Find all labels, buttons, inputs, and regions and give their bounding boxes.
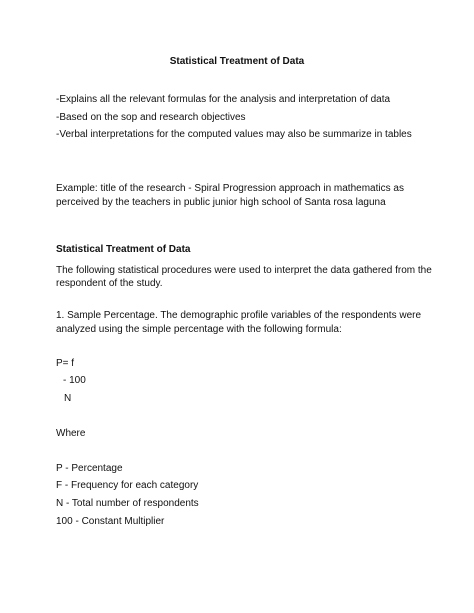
- formula-line-3: N: [64, 393, 72, 404]
- example-line-1: Example: title of the research - Spiral Progression approach in mathematics as: [56, 183, 404, 194]
- document-title: Statistical Treatment of Data: [169, 56, 305, 67]
- definition-item: N - Total number of respondents: [56, 498, 199, 509]
- bullet-item: -Verbal interpretations for the computed values may also be summarize in tables: [56, 129, 412, 140]
- formula-line-2: - 100: [63, 375, 86, 386]
- formula-line-1: P= f: [56, 358, 75, 369]
- where-label: Where: [56, 428, 86, 439]
- item-1-line-1: 1. Sample Percentage. The demographic profile variables of the respondents were: [56, 310, 422, 321]
- definition-item: 100 - Constant Multiplier: [56, 516, 165, 527]
- bullet-item: -Based on the sop and research objectives: [56, 112, 246, 123]
- section-intro-line-1: The following statistical procedures were used to interpret the data gathered from the: [56, 265, 432, 276]
- definition-item: F - Frequency for each category: [56, 480, 199, 491]
- section-intro-line-2: respondent of the study.: [56, 278, 163, 289]
- bullet-item: -Explains all the relevant formulas for the analysis and interpretation of data: [56, 94, 391, 105]
- section-heading: Statistical Treatment of Data: [56, 244, 191, 255]
- definition-item: P - Percentage: [56, 463, 123, 474]
- example-line-2: perceived by the teachers in public junior high school of Santa rosa laguna: [56, 197, 386, 208]
- item-1-line-2: analyzed using the simple percentage with the following formula:: [56, 324, 342, 335]
